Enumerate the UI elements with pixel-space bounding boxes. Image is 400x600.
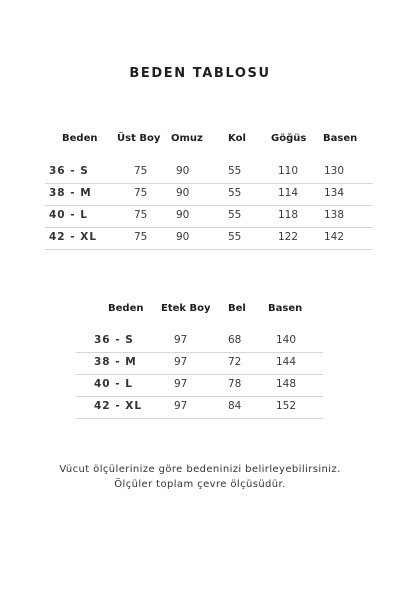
etek-boy-value: 97 [174,334,188,346]
header-beden: Beden [108,303,144,314]
basen-value: 142 [324,231,345,243]
gogus-value: 114 [278,187,299,199]
bel-value: 84 [228,400,242,412]
bel-value: 78 [228,378,242,390]
kol-value: 55 [228,187,242,199]
etek-boy-value: 97 [174,356,188,368]
header-omuz: Omuz [171,133,203,144]
ust-boy-value: 75 [134,231,148,243]
note-line-2: Ölçüler toplam çevre ölçüsüdür. [114,479,286,490]
header-etek-boy: Etek Boy [161,303,211,314]
basen-value: 130 [324,165,345,177]
header-bel: Bel [228,303,246,314]
kol-value: 55 [228,165,242,177]
omuz-value: 90 [176,231,190,243]
omuz-value: 90 [176,209,190,221]
ust-boy-value: 75 [134,187,148,199]
ust-boy-value: 75 [134,209,148,221]
table-row [76,352,323,375]
kol-value: 55 [228,231,242,243]
size-label: 38 - M [94,356,137,368]
header-beden: Beden [62,133,98,144]
size-label: 36 - S [94,334,134,346]
gogus-value: 110 [278,165,299,177]
basen-value: 140 [276,334,297,346]
note-line-1: Vücut ölçülerinize göre bedeninizi belirleyebilirsiniz. [59,464,341,475]
bel-value: 68 [228,334,242,346]
etek-boy-value: 97 [174,378,188,390]
size-label: 42 - XL [49,231,98,243]
table-row [45,227,373,250]
table-row [76,396,323,419]
basen-value: 138 [324,209,345,221]
header-gogus: Göğüs [271,133,307,144]
size-label: 38 - M [49,187,92,199]
header-kol: Kol [228,133,246,144]
ust-boy-value: 75 [134,165,148,177]
kol-value: 55 [228,209,242,221]
header-basen: Basen [268,303,303,314]
etek-boy-value: 97 [174,400,188,412]
page-title: BEDEN TABLOSU [129,66,271,81]
size-label: 40 - L [49,209,88,221]
table-row [76,374,323,397]
table-row [76,330,323,353]
gogus-value: 118 [278,209,299,221]
size-label: 42 - XL [94,400,143,412]
size-label: 36 - S [49,165,89,177]
table-row [45,205,373,228]
basen-value: 144 [276,356,297,368]
basen-value: 148 [276,378,297,390]
basen-value: 152 [276,400,297,412]
table-row [45,161,373,184]
basen-value: 134 [324,187,345,199]
bel-value: 72 [228,356,242,368]
table-row [45,183,373,206]
header-basen: Basen [323,133,358,144]
gogus-value: 122 [278,231,299,243]
header-ust-boy: Üst Boy [117,133,161,144]
size-label: 40 - L [94,378,133,390]
omuz-value: 90 [176,165,190,177]
omuz-value: 90 [176,187,190,199]
